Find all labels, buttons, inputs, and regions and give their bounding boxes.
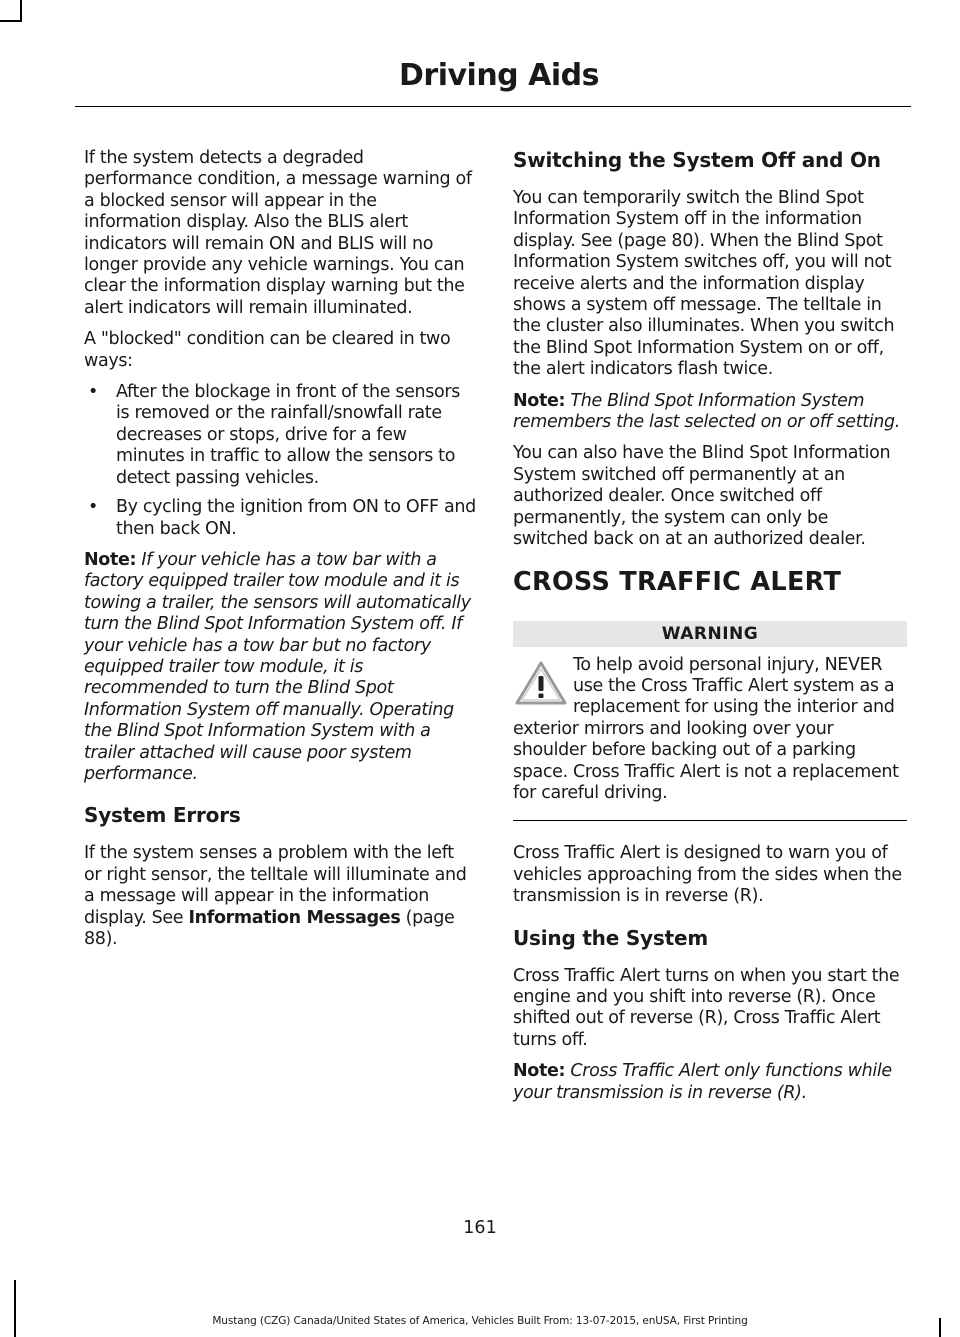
warning-divider: [513, 820, 907, 821]
page-reference: (page 88).: [84, 907, 455, 949]
chapter-heading: CROSS TRAFFIC ALERT: [513, 566, 842, 597]
warning-box: [513, 621, 907, 822]
section-heading: Using the System: [513, 925, 708, 950]
note: [513, 391, 907, 434]
right-column: [513, 148, 907, 1114]
cross-reference-link[interactable]: Information Messages: [188, 907, 401, 928]
paragraph-text: If the system senses a problem with the left or right sensor, the telltale will illuminate and a message will appear in the information display. See: [84, 843, 467, 928]
note-text: Cross Traffic Alert only functions while your transmission is in reverse (R).: [513, 1061, 892, 1103]
footer-text: Mustang (CZG) Canada/United States of America, Vehicles Built From: 13-07-2015, enUSA, First Printing: [212, 1315, 748, 1327]
crop-mark-top-left: [20, 0, 22, 22]
list-item: • By cycling the ignition from ON to OFF and then back ON.: [84, 497, 476, 540]
note-label: Note:: [513, 390, 566, 411]
page-title: Driving Aids: [399, 58, 599, 93]
header-divider: [75, 106, 911, 107]
left-column: [84, 148, 476, 960]
note-text: The Blind Spot Information System remembers the last selected on or off setting.: [513, 390, 900, 433]
paragraph: You can temporarily switch the Blind Spot Information System off in the information display. See (page 80). When the Blind Spot Information System switches off, you will not receive alerts and the information display shows a system off message. The telltale in the cluster also illuminates. When you switch the Blind Spot Information System on or off, the alert indicators flash twice.: [513, 188, 895, 380]
paragraph: Cross Traffic Alert is designed to warn you of vehicles approaching from the sides when the transmission is in reverse (R).: [513, 843, 902, 907]
section-heading: Switching the System Off and On: [513, 148, 881, 172]
section-heading: System Errors: [84, 803, 241, 828]
crop-mark-bottom-left: [14, 1280, 16, 1337]
paragraph: Cross Traffic Alert turns on when you start the engine and you shift into reverse (R). Once shifted out of reverse (R), Cross Traffic Alert turns off.: [513, 965, 900, 1050]
crop-mark-top-left-h: [0, 20, 22, 22]
paragraph: [84, 843, 476, 950]
paragraph: You can also have the Blind Spot Information System switched off permanently at an authorized dealer. Once switched off permanently, the system can only be switched back on at an authorized dealer.: [513, 443, 891, 550]
paragraph: A "blocked" condition can be cleared in two ways:: [84, 329, 451, 371]
list-item: • After the blockage in front of the sensors is removed or the rainfall/snowfall rate decreases or stops, drive for a few minutes in traffic to allow the sensors to detect passing vehicles.: [84, 382, 476, 489]
bullet-list: [84, 382, 476, 540]
note-text: If your vehicle has a tow bar with a factory equipped trailer tow module and it is towing a trailer, the sensors will automatically turn the Blind Spot Information System off. If your vehicle has a tow bar but no factory equipped trailer tow module, it is recommended to turn the Blind Spot Information System off manually. Operating the Blind Spot Information System with a trailer attached will cause poor system performance.: [84, 549, 471, 784]
note: [513, 1061, 907, 1104]
paragraph: If the system detects a degraded performance condition, a message warning of a blocked sensor will appear in the information display. Also the BLIS alert indicators will remain ON and BLIS will no longer provide any vehicle warnings. You can clear the information display warning but the alert indicators will remain illuminated.: [84, 148, 472, 318]
warning-label: WARNING: [513, 621, 907, 647]
note-label: Note:: [84, 549, 137, 570]
warning-triangle-icon: [513, 657, 569, 707]
note: [84, 550, 476, 785]
warning-body: [513, 655, 907, 805]
page-number: 161: [463, 1218, 497, 1238]
note-label: Note:: [513, 1061, 566, 1082]
warning-text: To help avoid personal injury, NEVER use the Cross Traffic Alert system as a replacement for using the interior and exterior mirrors and looking over your shoulder before backing out of a parking space. Cross Traffic Alert is not a replacement for careful driving.: [513, 654, 899, 803]
